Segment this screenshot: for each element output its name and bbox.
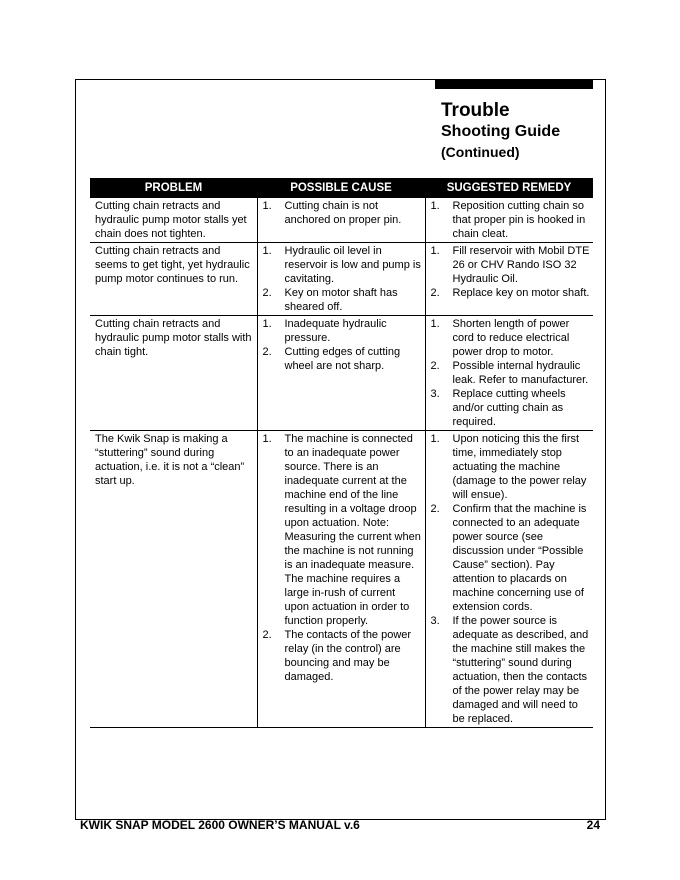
manual-title: KWIK SNAP MODEL 2600 OWNER’S MANUAL v.6	[80, 818, 360, 832]
list-item: 1. The machine is connected to an inadequate power source. There is an inadequate current at the machine end of the line resulting in a voltage droop upon actuation. Note: Measuring the current when the machine is not running is an inadequate measure. The machine requires a large in-rush of current upon actuation in order to function properly.	[262, 433, 421, 627]
header-bar	[435, 79, 593, 89]
page-number: 24	[586, 818, 600, 832]
header-problem: PROBLEM	[90, 178, 257, 198]
cause-cell	[257, 198, 425, 243]
table-row	[90, 243, 593, 316]
cause-cell	[257, 316, 425, 431]
title-line-2: Shooting Guide	[441, 123, 561, 140]
list-item: 2. Replace key on motor shaft.	[430, 287, 590, 299]
page-title	[441, 100, 560, 162]
table-row	[90, 316, 593, 431]
problem-cell: The Kwik Snap is making a “stuttering” sound during actuation, i.e. it is not a “clean” start up.	[90, 431, 257, 728]
cause-cell	[257, 243, 425, 316]
remedy-cell	[425, 431, 593, 728]
table-row	[90, 431, 593, 728]
table-row	[90, 198, 593, 243]
title-line-1: Trouble	[441, 100, 510, 121]
list-item: 2. Confirm that the machine is connected to an adequate power source (see discussion under “Possible Cause” section). Pay attention to placards on machine concerning use of extension cords.	[430, 503, 587, 613]
troubleshooting-table	[90, 178, 593, 728]
list-item: 2. Cutting edges of cutting wheel are not sharp.	[262, 346, 401, 372]
list-item: 1. Hydraulic oil level in reservoir is low and pump is cavitating.	[262, 245, 421, 285]
list-item: 1. Fill reservoir with Mobil DTE 26 or CHV Rando ISO 32 Hydraulic Oil.	[430, 245, 590, 285]
list-item: 3. Replace cutting wheels and/or cutting chain as required.	[430, 388, 566, 428]
problem-cell: Cutting chain retracts and hydraulic pump motor stalls yet chain does not tighten.	[90, 198, 257, 243]
remedy-cell	[425, 198, 593, 243]
title-line-3: (Continued)	[441, 144, 520, 160]
list-item: 1. Inadequate hydraulic pressure.	[262, 318, 387, 344]
cause-cell	[257, 431, 425, 728]
header-possible-cause: POSSIBLE CAUSE	[257, 178, 425, 198]
list-item: 2. Possible internal hydraulic leak. Refer to manufacturer.	[430, 360, 589, 386]
list-item: 3. If the power source is adequate as described, and the machine still makes the “stuttering” sound during actuation, then the contacts of the power relay may be damaged and will need to be replaced.	[430, 615, 589, 725]
header-suggested-remedy: SUGGESTED REMEDY	[425, 178, 593, 198]
list-item: 1. Reposition cutting chain so that proper pin is hooked in chain cleat.	[430, 200, 586, 240]
list-item: 1. Upon noticing this the first time, immediately stop actuating the machine (damage to the power relay will ensue).	[430, 433, 587, 501]
list-item: 2. The contacts of the power relay (in the control) are bouncing and may be damaged.	[262, 629, 412, 683]
problem-cell: Cutting chain retracts and seems to get tight, yet hydraulic pump motor continues to run.	[90, 243, 257, 316]
list-item: 1. Cutting chain is not anchored on proper pin.	[262, 200, 402, 226]
table-header-row	[90, 178, 593, 198]
problem-cell: Cutting chain retracts and hydraulic pump motor stalls with chain tight.	[90, 316, 257, 431]
list-item: 2. Key on motor shaft has sheared off.	[262, 287, 398, 313]
remedy-cell	[425, 243, 593, 316]
list-item: 1. Shorten length of power cord to reduce electrical power drop to motor.	[430, 318, 570, 358]
remedy-cell	[425, 316, 593, 431]
